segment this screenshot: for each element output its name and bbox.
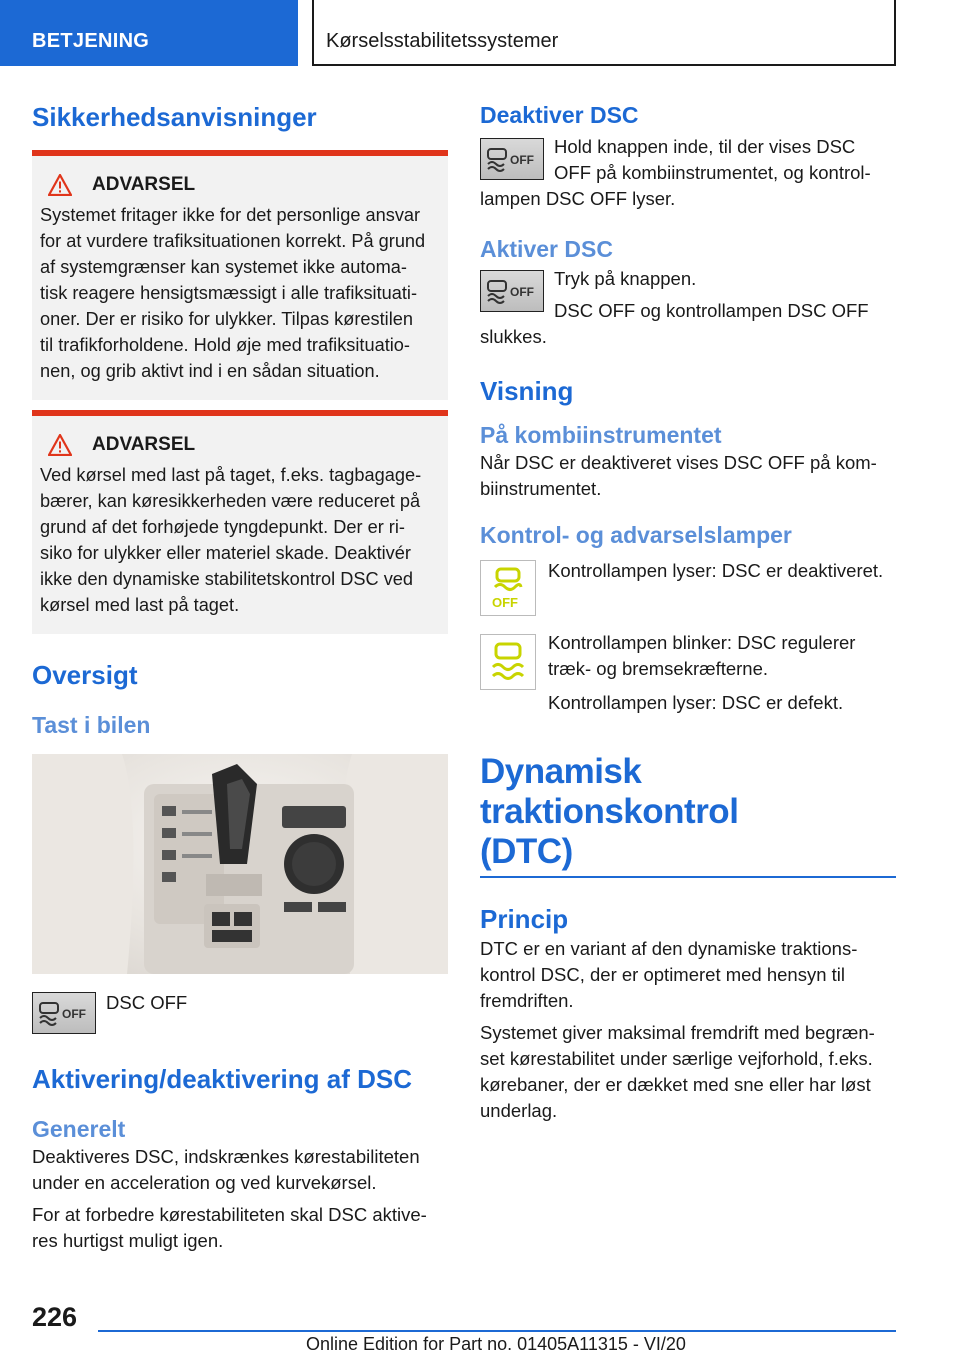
text-line: Tryk på knappen. (554, 268, 697, 289)
text-line: Systemet fritager ikke for det personlige ansvar (40, 205, 421, 225)
general-paragraph-2 (32, 1202, 448, 1254)
deactivate-tail: lampen DSC OFF lyser. (480, 188, 676, 209)
dsc-off-button-icon (32, 992, 96, 1034)
svg-text:OFF: OFF (510, 285, 534, 299)
dsc-off-caption: DSC OFF (106, 992, 188, 1013)
activate-text (554, 266, 869, 324)
chapter-title: Kørselsstabilitetssystemer (312, 0, 896, 66)
activate-heading: Aktiver DSC (480, 236, 613, 262)
section-tab: BETJENING (0, 0, 298, 66)
text-line: Ved kørsel med last på taget, f.eks. tagbagage- (40, 465, 422, 485)
warning-triangle-icon (48, 434, 72, 456)
text-line: for at vurdere trafiksituationen korrekt. På grund (40, 231, 426, 251)
text-line: Kontrollampen lyser: DSC er defekt. (548, 692, 844, 713)
text-line: bærer, kan køresikkerheden være reduceret på (40, 491, 421, 511)
warning-label: ADVARSEL (92, 174, 196, 195)
text-line: siko for ulykker eller materiel skade. Deaktivér (40, 543, 411, 563)
heading-rule (480, 876, 896, 878)
warning-title (40, 174, 440, 196)
text-line: For at forbedre kørestabiliteten skal DSC aktive- (32, 1204, 427, 1225)
text-line: oner. Der er risiko for ulykker. Tilpas kørestilen (40, 309, 413, 329)
text-line: fremdriften. (480, 990, 574, 1011)
lamp-row-1 (480, 560, 896, 616)
dsc-off-legend (32, 992, 448, 1034)
text-line: Når DSC er deaktiveret vises DSC OFF på kom- (480, 452, 877, 473)
lamp2-text (548, 630, 855, 716)
deactivate-text (554, 134, 871, 186)
display-heading: Visning (480, 376, 574, 406)
activation-heading: Aktivering/deaktivering af DSC (32, 1064, 412, 1094)
general-paragraph-1 (32, 1144, 448, 1196)
text-line: res hurtigst muligt igen. (32, 1230, 224, 1251)
warning-box-2 (32, 410, 448, 634)
lamp1-text: Kontrollampen lyser: DSC er deaktiveret. (548, 560, 884, 581)
cluster-heading: På kombiinstrumentet (480, 422, 722, 448)
lamps-heading: Kontrol- og advarselslamper (480, 522, 792, 548)
title-line: Dynamisk traktionskontrol (480, 752, 739, 831)
principle-paragraph-2 (480, 1020, 896, 1124)
console-illustration (32, 754, 448, 974)
warning-text (40, 462, 440, 618)
svg-text:OFF: OFF (492, 595, 518, 610)
lamp-row-2 (480, 634, 896, 716)
text-line: kørsel med last på taget. (40, 595, 240, 615)
center-console-photo (32, 754, 448, 974)
text-line: Systemet giver maksimal fremdrift med begræn- (480, 1022, 875, 1043)
principle-heading: Princip (480, 904, 569, 934)
overview-heading: Oversigt (32, 660, 138, 690)
footer-rule (98, 1330, 896, 1332)
title-line: (DTC) (480, 832, 573, 871)
left-column (32, 100, 448, 1254)
dsc-off-button-icon (480, 138, 544, 180)
right-column (480, 100, 896, 1124)
text-line: underlag. (480, 1100, 558, 1121)
text-line: til trafikforholdene. Hold øje med trafiksituatio- (40, 335, 410, 355)
text-line: ikke den dynamiske stabilitetskontrol DSC ved (40, 569, 414, 589)
text-line: af systemgrænser kan systemet ikke automa- (40, 257, 407, 277)
text-line: OFF på kombiinstrumentet, og kontrol- (554, 162, 871, 183)
warning-text (40, 202, 440, 384)
warning-label: ADVARSEL (92, 434, 196, 455)
dsc-off-lamp-icon (480, 560, 536, 616)
activate-tail: slukkes. (480, 326, 547, 347)
activate-row (480, 270, 896, 324)
cluster-text (480, 450, 896, 502)
svg-text:OFF: OFF (510, 153, 534, 167)
text-line: kørebaner, der er dækket med sne eller har løst (480, 1074, 871, 1095)
text-line: grund af det forhøjede tyngdepunkt. Der er ri- (40, 517, 405, 537)
text-line: træk- og bremsekræfterne. (548, 658, 769, 679)
text-line: set kørestabilitet under særlige vejforhold, f.eks. (480, 1048, 873, 1069)
warning-title (40, 434, 440, 456)
text-line: kontrol DSC, der er optimeret med hensyn til (480, 964, 846, 985)
text-line: biinstrumentet. (480, 478, 602, 499)
text-line: DTC er en variant af den dynamiske traktions- (480, 938, 858, 959)
text-line: under en acceleration og ved kurvekørsel. (32, 1172, 377, 1193)
text-line: tisk reagere hensigtsmæssigt i alle trafiksituati- (40, 283, 418, 303)
principle-paragraph-1 (480, 936, 896, 1014)
warning-box-1 (32, 150, 448, 400)
warning-triangle-icon (48, 174, 72, 196)
deactivate-heading: Deaktiver DSC (480, 102, 639, 128)
page-header (0, 0, 960, 66)
page-number: 226 (32, 1302, 78, 1332)
button-heading: Tast i bilen (32, 712, 151, 738)
text-line: DSC OFF og kontrollampen DSC OFF (554, 300, 869, 321)
dtc-heading (480, 752, 896, 872)
safety-heading: Sikkerhedsanvisninger (32, 102, 317, 132)
text-line: Kontrollampen blinker: DSC regulerer (548, 632, 856, 653)
text-line: Hold knappen inde, til der vises DSC (554, 136, 856, 157)
text-line: Deaktiveres DSC, indskrænkes kørestabiliteten (32, 1146, 420, 1167)
dsc-lamp-icon (480, 634, 536, 690)
deactivate-row (480, 138, 896, 186)
edition-text: Online Edition for Part no. 01405A11315 - VI/20 (306, 1334, 686, 1354)
svg-text:OFF: OFF (62, 1007, 86, 1021)
dsc-off-button-icon (480, 270, 544, 312)
text-line: nen, og grib aktivt ind i en sådan situation. (40, 361, 380, 381)
general-heading: Generelt (32, 1116, 126, 1142)
